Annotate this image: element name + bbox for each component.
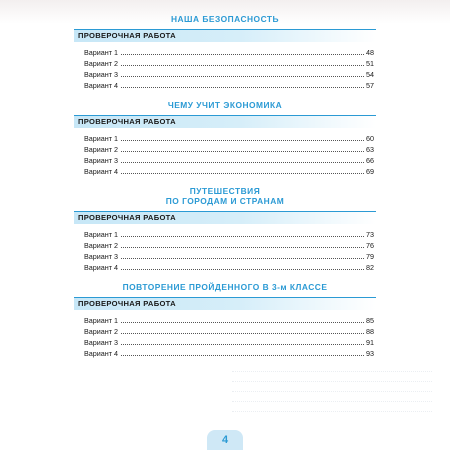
entry-label: Вариант 1 (84, 316, 119, 325)
dot-leader (121, 344, 364, 345)
section-subheading: ПРОВЕРОЧНАЯ РАБОТА (74, 297, 376, 310)
toc-entry[interactable] (74, 68, 376, 79)
entry-page: 85 (366, 316, 374, 325)
toc-section (74, 14, 376, 90)
toc-entry[interactable] (74, 46, 376, 57)
entry-label: Вариант 4 (84, 81, 119, 90)
entry-label: Вариант 2 (84, 59, 119, 68)
dot-leader (121, 54, 364, 55)
toc-entry[interactable] (74, 143, 376, 154)
toc-entry[interactable] (74, 347, 376, 358)
dot-leader (121, 162, 364, 163)
toc-entry[interactable] (74, 57, 376, 68)
toc-entry[interactable] (74, 239, 376, 250)
bleed-line (232, 382, 432, 392)
bleed-line (232, 372, 432, 382)
toc-entry[interactable] (74, 325, 376, 336)
toc-entry[interactable] (74, 154, 376, 165)
page-number: 4 (207, 430, 243, 450)
entry-page: 69 (366, 167, 374, 176)
entry-label: Вариант 3 (84, 156, 119, 165)
dot-leader (121, 87, 364, 88)
toc-section (74, 186, 376, 272)
entry-label: Вариант 3 (84, 338, 119, 347)
entry-page: 91 (366, 338, 374, 347)
entry-page: 60 (366, 134, 374, 143)
dot-leader (121, 269, 364, 270)
section-title: ПУТЕШЕСТВИЯ ПО ГОРОДАМ И СТРАНАМ (165, 186, 285, 206)
entry-label: Вариант 2 (84, 327, 119, 336)
section-subheading: ПРОВЕРОЧНАЯ РАБОТА (74, 29, 376, 42)
entry-page: 54 (366, 70, 374, 79)
entry-label: Вариант 2 (84, 145, 119, 154)
entry-label: Вариант 2 (84, 241, 119, 250)
dot-leader (121, 333, 364, 334)
entry-page: 88 (366, 327, 374, 336)
table-of-contents (74, 14, 376, 368)
entry-label: Вариант 4 (84, 349, 119, 358)
dot-leader (121, 76, 364, 77)
entry-page: 76 (366, 241, 374, 250)
entry-page: 48 (366, 48, 374, 57)
entry-label: Вариант 1 (84, 134, 119, 143)
toc-entry[interactable] (74, 261, 376, 272)
entry-page: 93 (366, 349, 374, 358)
section-title: ЧЕМУ УЧИТ ЭКОНОМИКА (167, 100, 283, 110)
entry-page: 66 (366, 156, 374, 165)
entry-page: 73 (366, 230, 374, 239)
entry-label: Вариант 1 (84, 230, 119, 239)
entry-label: Вариант 3 (84, 70, 119, 79)
toc-entry[interactable] (74, 228, 376, 239)
toc-entry[interactable] (74, 79, 376, 90)
entry-label: Вариант 1 (84, 48, 119, 57)
entry-page: 63 (366, 145, 374, 154)
dot-leader (121, 355, 364, 356)
bleed-line (232, 392, 432, 402)
entry-page: 79 (366, 252, 374, 261)
section-subheading: ПРОВЕРОЧНАЯ РАБОТА (74, 115, 376, 128)
dot-leader (121, 65, 364, 66)
toc-section (74, 100, 376, 176)
toc-entry[interactable] (74, 165, 376, 176)
dot-leader (121, 151, 364, 152)
entry-label: Вариант 4 (84, 263, 119, 272)
bleed-through-text (232, 362, 432, 422)
entry-label: Вариант 3 (84, 252, 119, 261)
toc-entry[interactable] (74, 132, 376, 143)
dot-leader (121, 258, 364, 259)
bleed-line (232, 402, 432, 412)
entry-label: Вариант 4 (84, 167, 119, 176)
section-title: НАША БЕЗОПАСНОСТЬ (170, 14, 280, 24)
dot-leader (121, 322, 364, 323)
dot-leader (121, 140, 364, 141)
toc-entry[interactable] (74, 314, 376, 325)
dot-leader (121, 236, 364, 237)
dot-leader (121, 173, 364, 174)
toc-entry[interactable] (74, 336, 376, 347)
entry-page: 82 (366, 263, 374, 272)
dot-leader (121, 247, 364, 248)
toc-section (74, 282, 376, 358)
section-subheading: ПРОВЕРОЧНАЯ РАБОТА (74, 211, 376, 224)
entry-page: 51 (366, 59, 374, 68)
toc-entry[interactable] (74, 250, 376, 261)
entry-page: 57 (366, 81, 374, 90)
section-title: ПОВТОРЕНИЕ ПРОЙДЕННОГО В 3-м КЛАССЕ (122, 282, 328, 292)
